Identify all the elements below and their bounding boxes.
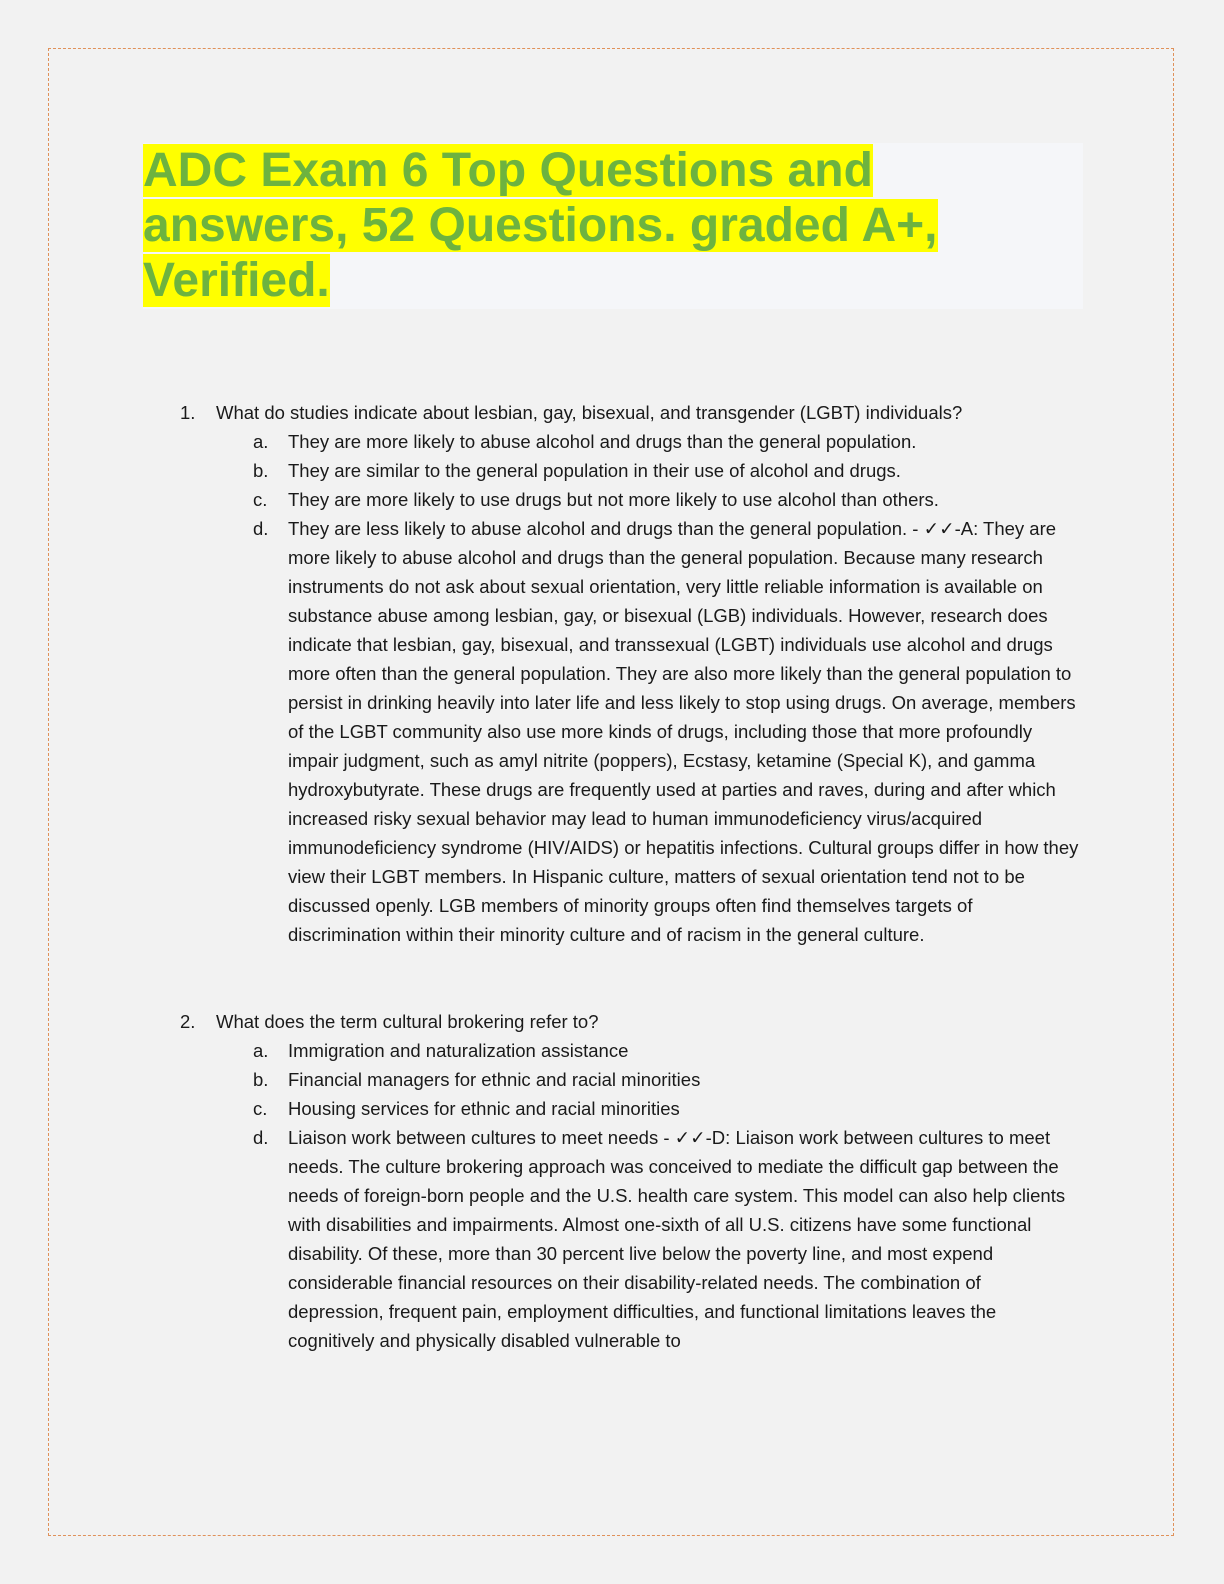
option-text-with-answer: Liaison work between cultures to meet needs - ✓✓-D: Liaison work between cultures to meet needs. The culture brokering approach was conceived to mediate the difficult gap between the needs of foreign-born people and the U.S. health care system. This model can also help clients with disabilities and impairments. Almost one-sixth of all U.S. citizens have some functional disability. Of these, more than 30 percent live below the poverty line, and most expend considerable financial resources on their disability-related needs. The combination of depression, frequent pain, employment difficulties, and functional limitations leaves the cognitively and physically disabled vulnerable to <box>288 1127 1066 1351</box>
option-text: Immigration and naturalization assistance <box>288 1040 629 1061</box>
option-letter: b. <box>253 460 269 481</box>
question-stem <box>0 1007 1224 1036</box>
question-number: 2. <box>180 1011 196 1032</box>
option-letter: c. <box>253 1098 268 1119</box>
option-text: They are similar to the general population in their use of alcohol and drugs. <box>288 460 901 481</box>
question-text: What do studies indicate about lesbian, gay, bisexual, and transgender (LGBT) individuals? <box>216 402 963 423</box>
option-text: They are more likely to use drugs but not more likely to use alcohol than others. <box>288 489 939 510</box>
option-text: Housing services for ethnic and racial minorities <box>288 1098 680 1119</box>
option-text: They are more likely to abuse alcohol and drugs than the general population. <box>288 431 917 452</box>
question-2 <box>0 1007 1224 1355</box>
title-line-3: Verified. <box>143 254 330 307</box>
title-block <box>143 143 1083 309</box>
option-letter: a. <box>253 1040 269 1061</box>
document-title <box>143 143 1083 308</box>
question-1 <box>0 398 1224 949</box>
option-b <box>0 456 1224 485</box>
option-c <box>0 485 1224 514</box>
option-letter: b. <box>253 1069 269 1090</box>
option-d <box>0 514 1224 949</box>
question-number: 1. <box>180 402 196 423</box>
option-letter: a. <box>253 431 269 452</box>
option-letter: c. <box>253 489 268 510</box>
option-d <box>0 1123 1224 1355</box>
option-c <box>0 1094 1224 1123</box>
title-line-1: ADC Exam 6 Top Questions and <box>143 144 873 197</box>
question-stem <box>0 398 1224 427</box>
option-letter: d. <box>253 518 269 539</box>
option-text-with-answer: They are less likely to abuse alcohol and drugs than the general population. - ✓✓-A: They are more likely to abuse alcohol and drugs than the general population. Because many research instruments do not ask about sexual orientation, very little reliable information is available on substance abuse among lesbian, gay, or bisexual (LGB) individuals. However, research does indicate that lesbian, gay, bisexual, and transsexual (LGBT) individuals use alcohol and drugs more often than the general population. They are also more likely than the general population to persist in drinking heavily into later life and less likely to stop using drugs. On average, members of the LGBT community also use more kinds of drugs, including those that more profoundly impair judgment, such as amyl nitrite (poppers), Ecstasy, ketamine (Special K), and gamma hydroxybutyrate. These drugs are frequently used at parties and raves, during and after which increased risky sexual behavior may lead to human immunodeficiency virus/acquired immunodeficiency syndrome (HIV/AIDS) or hepatitis infections. Cultural groups differ in how they view their LGBT members. In Hispanic culture, matters of sexual orientation tend not to be discussed openly. LGB members of minority groups often find themselves targets of discrimination within their minority culture and of racism in the general culture. <box>288 518 1079 945</box>
option-a <box>0 1036 1224 1065</box>
question-list <box>0 398 1224 1355</box>
option-b <box>0 1065 1224 1094</box>
option-a <box>0 427 1224 456</box>
title-line-2: answers, 52 Questions. graded A+, <box>143 199 938 252</box>
option-text: Financial managers for ethnic and racial minorities <box>288 1069 701 1090</box>
option-letter: d. <box>253 1127 269 1148</box>
question-text: What does the term cultural brokering refer to? <box>216 1011 599 1032</box>
